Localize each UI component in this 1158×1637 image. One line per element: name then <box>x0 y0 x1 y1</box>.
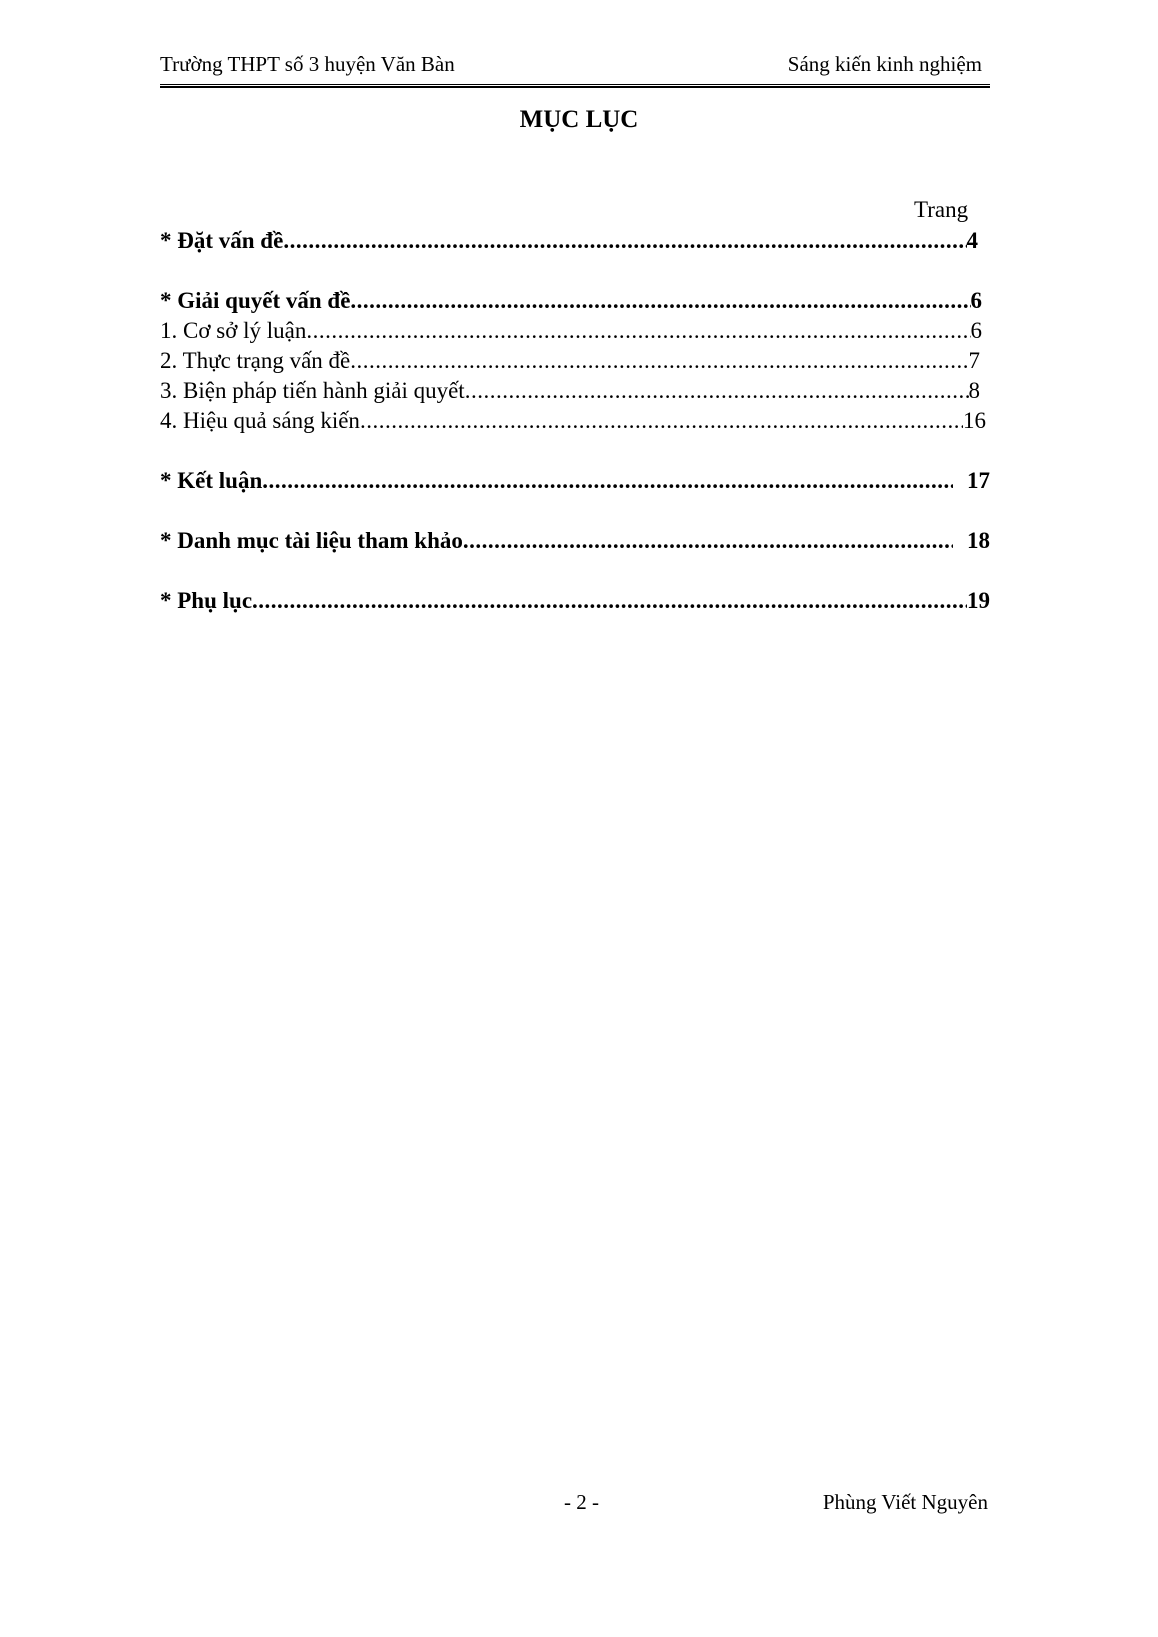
toc-entry-giai-quyet-van-de <box>160 286 982 316</box>
toc-entry-dat-van-de <box>160 226 978 256</box>
toc-entry-tai-lieu-tham-khao <box>160 526 990 556</box>
footer-page-number: - 2 - <box>564 1490 599 1514</box>
toc-leader-dots <box>283 226 966 256</box>
toc-entry-label: * Phụ lục <box>160 588 253 613</box>
toc-entry-thuc-trang <box>160 346 980 376</box>
page-column-label: Trang <box>914 197 969 222</box>
toc-entry-page: 18 <box>967 528 990 553</box>
toc-entry-bien-phap <box>160 376 980 406</box>
toc-leader-dots <box>465 376 969 406</box>
toc-entry-co-so-ly-luan <box>160 316 982 346</box>
toc-leader-dots <box>463 526 953 556</box>
toc-entry-label: 2. Thực trạng vấn đề <box>160 348 351 373</box>
toc-entry-page: 7 <box>968 348 980 373</box>
footer-author: Phùng Viết Nguyên <box>822 1490 988 1514</box>
toc-entry-page: 4 <box>966 228 978 253</box>
toc-entry-label: 1. Cơ sở lý luận <box>160 318 307 343</box>
page-title: MỤC LỤC <box>519 106 639 133</box>
toc-leader-dots <box>350 346 968 376</box>
toc-entry-ket-luan <box>160 466 990 496</box>
page-header <box>160 52 990 85</box>
toc-entry-label: * Giải quyết vấn đề <box>160 288 351 313</box>
toc-entry-page: 17 <box>967 468 990 493</box>
toc-leader-dots <box>262 466 953 496</box>
toc-entry-page: 16 <box>963 408 986 433</box>
header-document-type: Sáng kiến kinh nghiệm <box>787 52 982 76</box>
toc-entry-page: 6 <box>970 288 982 313</box>
toc-entry-hieu-qua <box>160 406 986 436</box>
toc-entry-label: * Kết luận <box>160 468 263 493</box>
toc-entry-label: * Danh mục tài liệu tham khảo <box>160 528 463 553</box>
toc-entry-label: 4. Hiệu quả sáng kiến <box>160 408 360 433</box>
toc-entry-label: * Đặt vấn đề <box>160 228 284 253</box>
header-school-name: Trường THPT số 3 huyện Văn Bàn <box>160 52 455 76</box>
toc-entry-phu-luc <box>160 586 990 616</box>
toc-leader-dots <box>306 316 970 346</box>
toc-entry-page: 19 <box>967 588 990 613</box>
toc-entry-label: 3. Biện pháp tiến hành giải quyết <box>160 378 465 403</box>
toc-leader-dots <box>360 406 963 436</box>
toc-entry-page: 6 <box>970 318 982 343</box>
toc-leader-dots <box>350 286 970 316</box>
toc-leader-dots <box>252 586 967 616</box>
toc-entry-page: 8 <box>968 378 980 403</box>
